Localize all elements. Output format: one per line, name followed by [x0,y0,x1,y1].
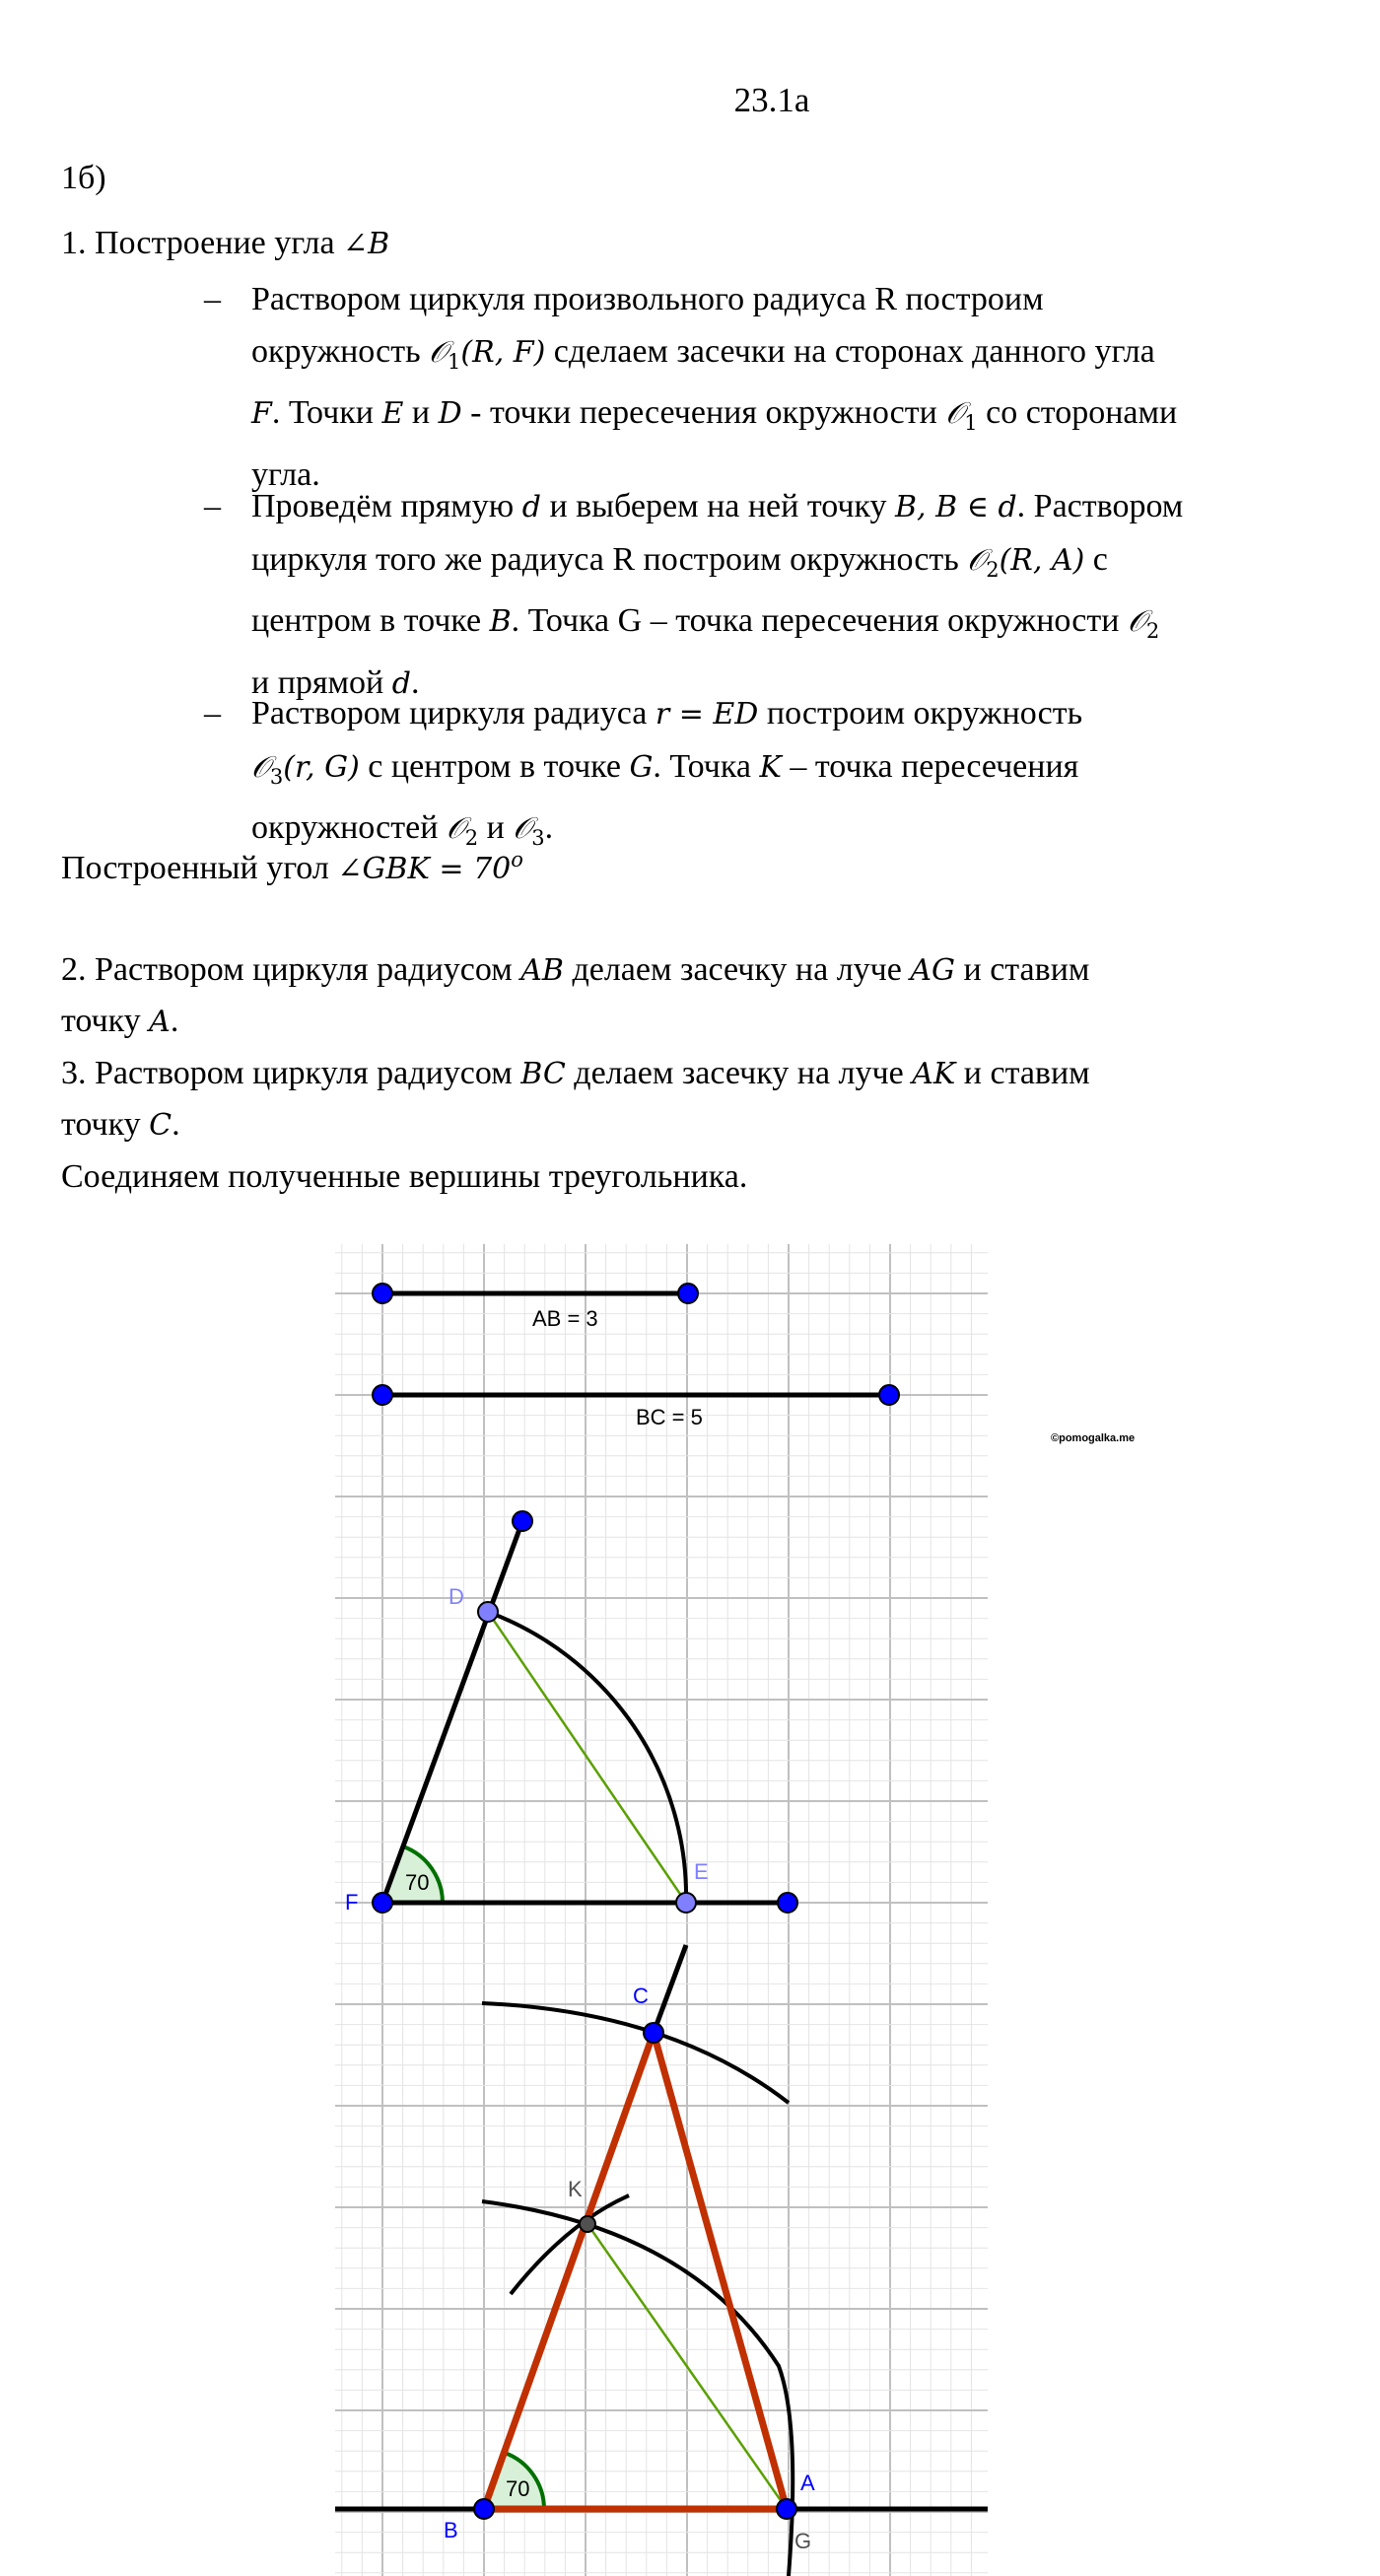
text: и прямой [251,663,392,701]
math-sub: 2 [1145,619,1160,643]
bullet-3-line-1 [251,688,1296,741]
math-a: A [149,1005,171,1039]
segment-ab-label: AB = 3 [532,1306,598,1331]
math-ab: AB [520,953,564,988]
bullet-dash: – [204,695,221,731]
bullet-dash: – [204,281,221,317]
angle-value-bottom: 70 [506,2476,530,2501]
text: точку [61,1106,150,1143]
math-bc: BC [520,1057,566,1091]
math-sub: 3 [269,764,284,789]
bullet-1-line-2 [251,326,1296,388]
step-1-text: 1. Построение угла [61,225,344,261]
math-sub: 2 [986,557,1000,582]
label-g: G [794,2529,812,2553]
bullet-1-line-1 [251,274,1296,326]
label-d: D [448,1584,464,1609]
point-fe-end [778,1893,797,1913]
result-line [61,848,523,887]
step-2-line-2 [61,1003,178,1040]
point-b [474,2499,494,2519]
math-c: C [149,1108,172,1143]
step-2-line-1 [61,951,1089,989]
math-o: 𝒪 [1127,604,1146,639]
bullet-1-line-3 [251,387,1296,450]
text: с центром в точке [359,747,630,785]
bullet-2-line-2 [251,534,1296,596]
text: Построенный угол [61,850,338,886]
step-1 [61,225,389,262]
text: . Точки [271,394,382,431]
text: . [410,663,420,701]
page-title: 23.1а [733,81,810,119]
text: со сторонами [977,394,1178,431]
text: . Точка [653,747,760,785]
math-d: D [438,396,462,431]
label-b: B [444,2518,458,2542]
point-d [478,1602,498,1622]
part-label: 1б) [61,160,106,196]
text: Раствором циркуля произвольного радиуса R построим [251,281,1044,317]
bullet-3 [204,688,1296,865]
text: и [403,394,439,431]
math-o: 𝒪 [513,811,532,846]
math-sup: o [511,848,523,871]
bullet-dash: – [204,488,221,524]
text: делаем засечку на луче [565,1055,913,1091]
math-o: 𝒪 [446,811,465,846]
point-c [644,2023,663,2043]
text: сделаем засечки на сторонах данного угла [545,332,1155,370]
segment-ab-end-point [678,1284,698,1303]
math-b: B [489,604,512,639]
text: 2. Раствором циркуля радиусом [61,951,521,988]
watermark: ©pomogalka.me [1051,1432,1136,1444]
math-args: (R, F) [460,334,546,370]
text: окружностей [251,809,447,846]
math-e: E [381,396,404,431]
segment-ab-start-point [373,1284,392,1303]
text: Проведём прямую [251,488,522,524]
label-a: A [800,2471,815,2495]
math-args: (r, G) [283,749,360,785]
segment-bc-end-point [879,1385,899,1405]
bullet-2-line-1 [251,481,1296,534]
math-sub: 2 [464,826,479,850]
text: – точка пересечения [781,747,1079,785]
text: окружность [251,332,430,370]
chord-de [488,1612,686,1903]
math-args: (R, A) [999,542,1085,578]
math-bb: B, B ∈ d [895,490,1017,524]
math-sub: 1 [964,411,978,435]
text: . [544,809,554,846]
final-line: Соединяем полученные вершины треугольника. [61,1158,748,1195]
ray-fd [382,1521,522,1903]
math-o: 𝒪 [945,396,965,431]
angle-value-top: 70 [405,1870,430,1895]
text: . [170,1003,179,1039]
text: и ставим [955,951,1090,988]
point-ray-end [513,1511,532,1531]
text: точку [61,1003,150,1039]
text: угла. [251,455,320,493]
math-o: 𝒪 [967,542,987,578]
grid [335,1244,988,2576]
text: Раствором циркуля радиуса [251,695,656,731]
math-f: F [251,396,272,431]
math-d: d [521,490,541,524]
text: и [478,809,514,846]
text: циркуля того же радиуса R построим окружность [251,540,968,578]
label-c: C [633,1984,649,2008]
text: 3. Раствором циркуля радиусом [61,1055,521,1091]
text: построим окружность [758,695,1083,731]
text: . [172,1106,180,1143]
math-expr: ∠GBK = 70 [337,852,512,886]
math-sub: 1 [448,349,461,374]
label-f: F [345,1890,359,1915]
math-sub: 3 [531,826,545,850]
math-g: G [629,749,654,785]
math-ak: AK [912,1057,956,1091]
math-req: r = ED [655,697,759,731]
bullet-2-line-3 [251,595,1296,658]
label-k: K [568,2177,583,2201]
step-1-angle: ∠B [343,227,390,261]
bullet-3-line-2 [251,741,1296,803]
text: - точки пересечения окружности [461,394,946,431]
math-d: d [391,665,411,701]
text: и выберем на ней точку [540,488,896,524]
point-f [373,1893,392,1913]
segment-bc-start-point [373,1385,392,1405]
point-e [676,1893,696,1913]
math-k: K [759,749,782,785]
point-k [580,2216,595,2232]
point-a [777,2499,796,2519]
math-o: 𝒪 [251,749,270,785]
text: и ставим [955,1055,1090,1091]
ray-bk-extension [654,1945,686,2033]
bullet-1 [204,274,1296,501]
text: . Точка G – точка пересечения окружности [511,602,1128,639]
step-3-line-2 [61,1106,180,1144]
math-ag: AG [910,953,955,988]
step-3-line-1 [61,1055,1090,1092]
text: . Раствором [1016,488,1184,524]
construction-figure [325,1237,1311,2576]
label-e: E [694,1859,709,1884]
text: с [1084,540,1108,578]
text: делаем засечку на луче [563,951,911,988]
text: центром в точке [251,602,490,639]
segment-bc-label: BC = 5 [636,1405,703,1429]
bullet-2 [204,481,1296,710]
math-o: 𝒪 [429,334,448,370]
